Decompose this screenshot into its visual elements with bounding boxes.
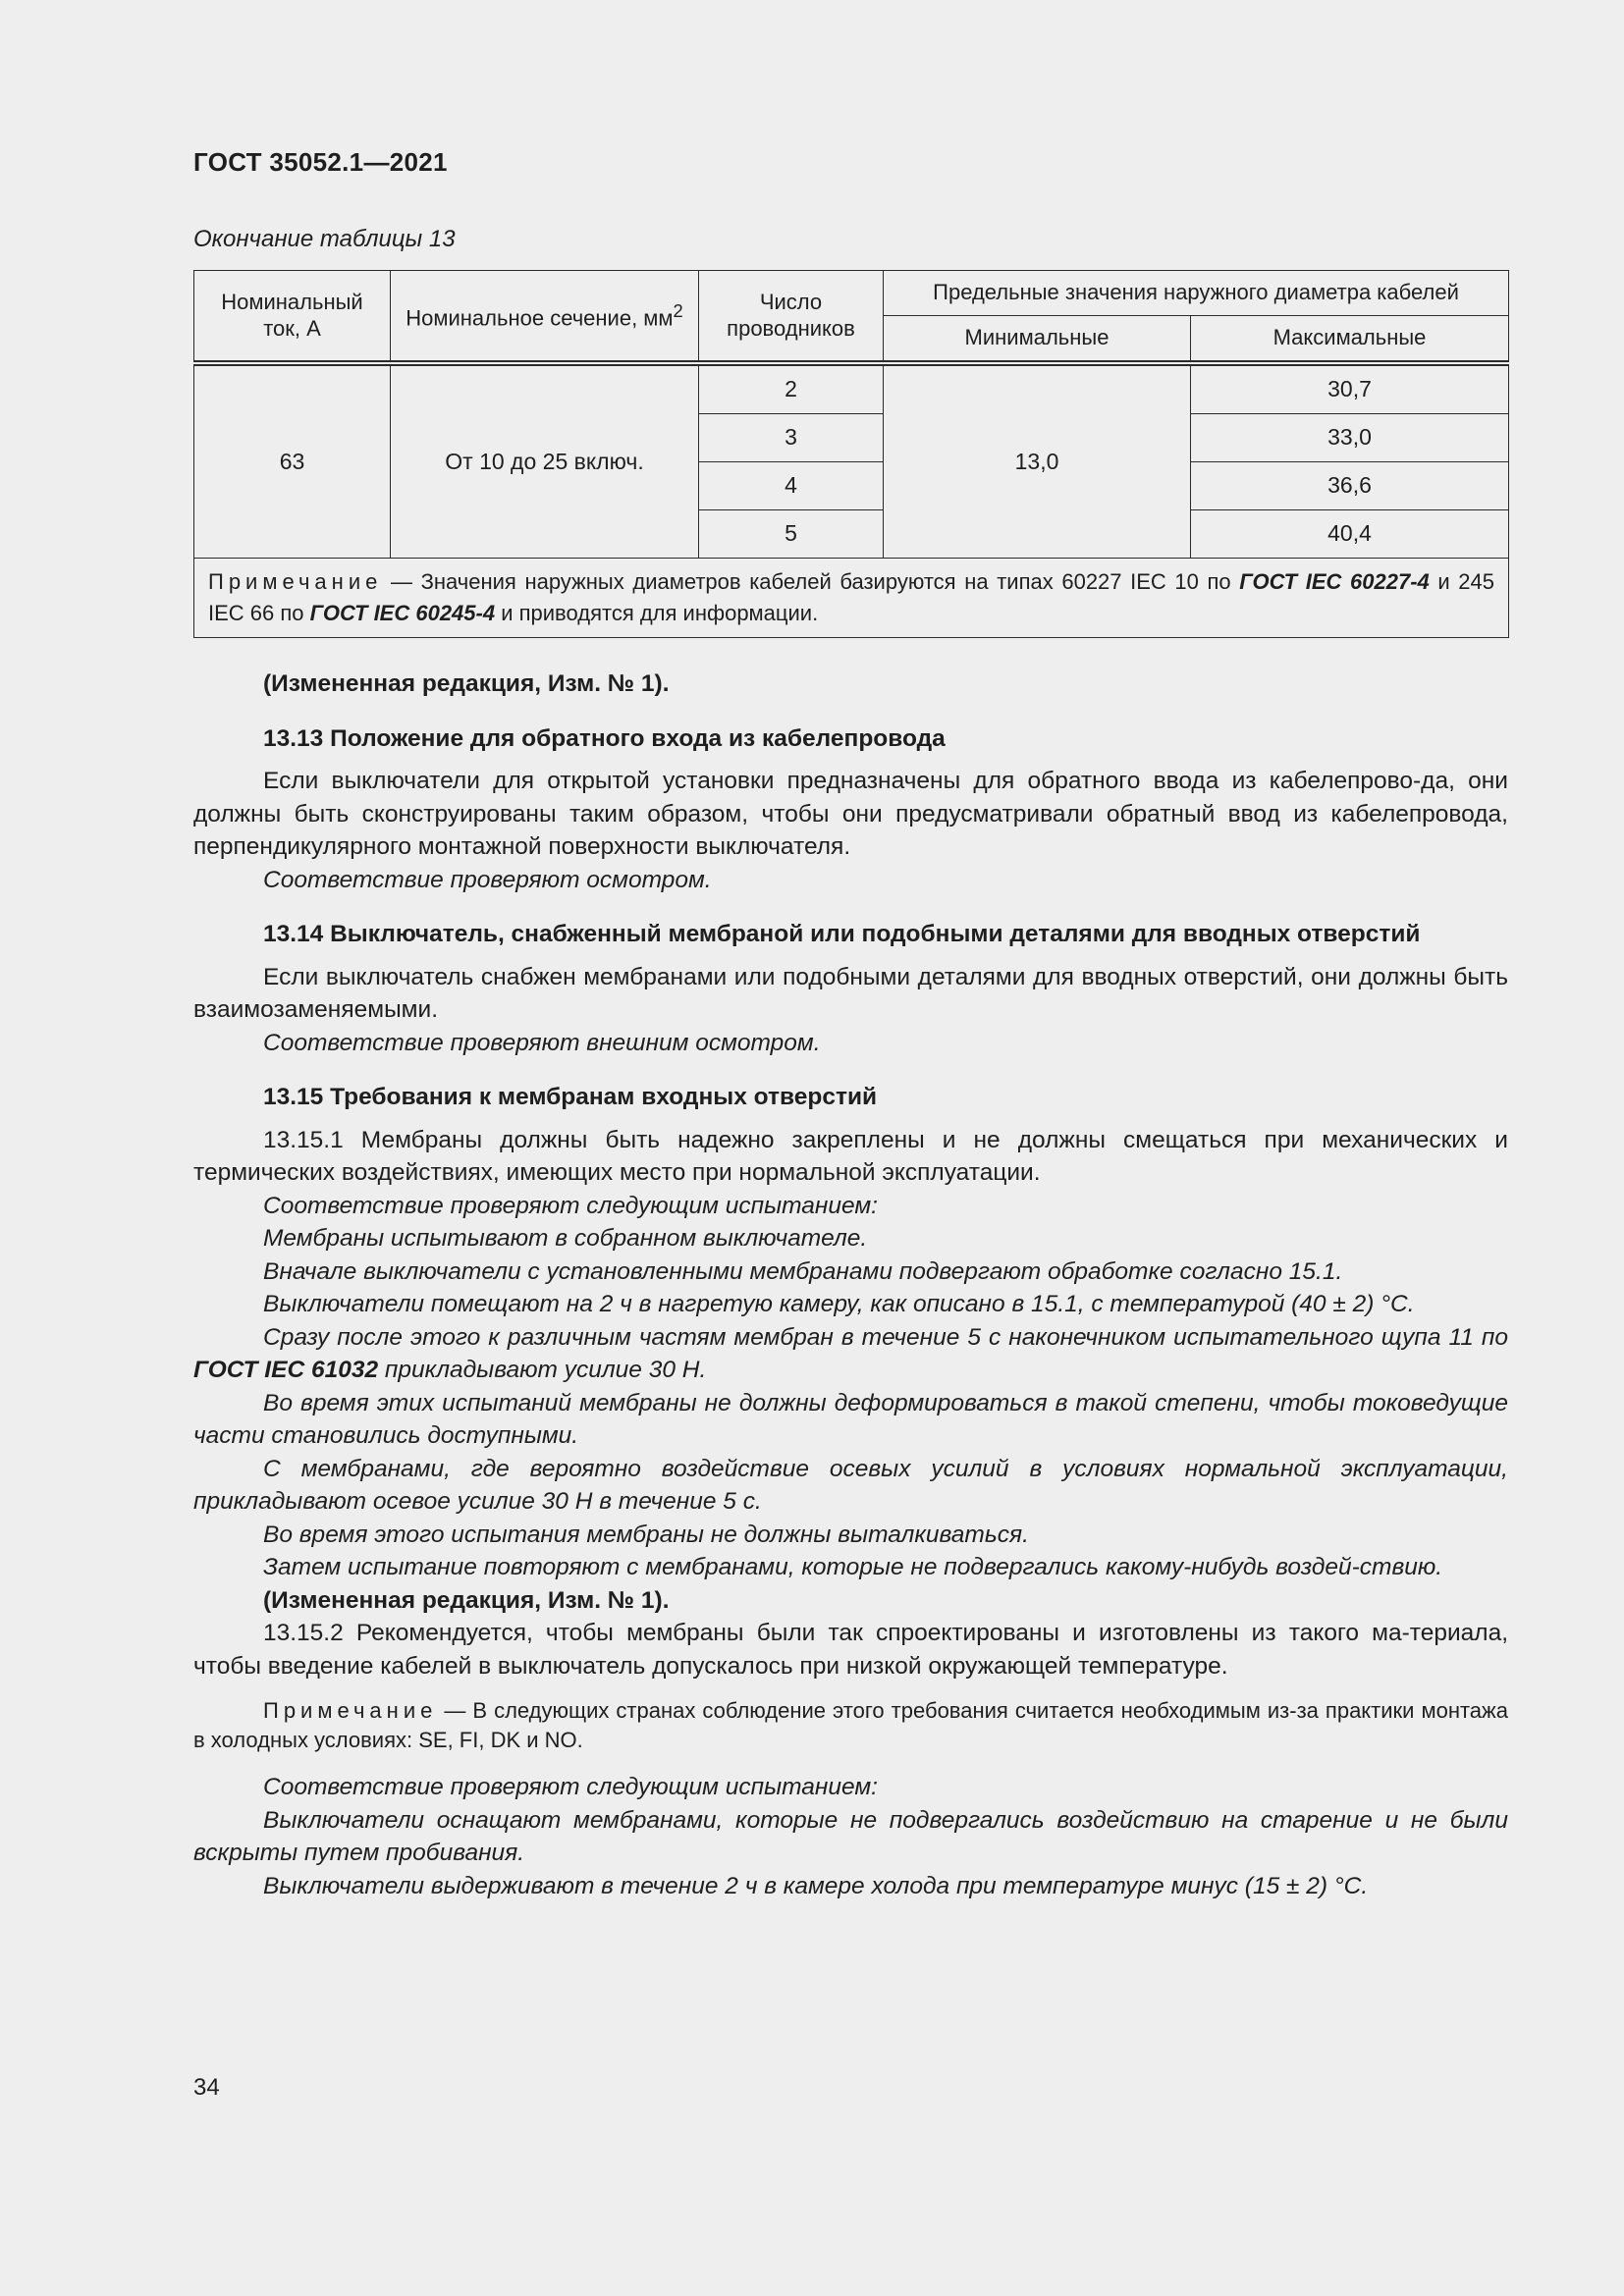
section-heading: 13.13 Положение для обратного входа из кабелепровода: [263, 724, 946, 752]
paragraph: Если выключатели для открытой установки предназначены для обратного ввода из кабелепрово-да, они должны быть сконструированы таким образом, чтобы они предусматривали обратный ввод из кабелепровода, перпендикулярного монтажной поверхности выключателя.: [193, 768, 1508, 860]
header-min: Минимальные: [884, 316, 1191, 364]
test-text: С мембранами, где вероятно воздействие осевых усилий в условиях нормальной эксплуатации, прикладывают осевое усилие 30 Н в течение 5 с.: [193, 1455, 1508, 1515]
header-conductors: Число проводников: [699, 271, 884, 364]
amendment-note: (Измененная редакция, Изм. № 1).: [263, 670, 670, 697]
test-text: Вначале выключатели с установленными мембранами подвергают обработке согласно 15.1.: [263, 1257, 1343, 1285]
test-text: Выключатели выдерживают в течение 2 ч в камере холода при температуре минус (15 ± 2) °С.: [263, 1872, 1369, 1899]
cell-current: 63: [194, 363, 391, 559]
paragraph: 13.15.1 Мембраны должны быть надежно закреплены и не должны смещаться при механических и термических воздействиях, имеющих место при нормальной эксплуатации.: [193, 1126, 1508, 1186]
table-note: Примечание — Значения наружных диаметров кабелей базируются на типах 60227 IEC 10 по ГОСТ IEC 60227-4 и 245 IEC 66 по ГОСТ IEC 60245-4 и приводятся для информации.: [194, 559, 1509, 638]
document-body: [193, 667, 1508, 1902]
header-section: Номинальное сечение, $мм^2$: [391, 271, 699, 364]
ref-gost-60227: ГОСТ IEC 60227-4: [1239, 569, 1430, 594]
table-caption: Окончание таблицы 13: [193, 226, 456, 252]
ref-gost-61032: ГОСТ IEC 61032: [193, 1357, 379, 1383]
cell-max: 36,6: [1191, 462, 1509, 510]
compliance-text: Соответствие проверяют внешним осмотром.: [263, 1029, 821, 1056]
test-text: Во время этого испытания мембраны не должны выталкиваться.: [263, 1521, 1029, 1548]
amendment-note: (Измененная редакция, Изм. № 1).: [263, 1586, 670, 1614]
paragraph: 13.15.2 Рекомендуется, чтобы мембраны были так спроектированы и изготовлены из такого ма-териала, чтобы введение кабелей в выключатель допускалось при низкой окружающей температуре.: [193, 1620, 1508, 1680]
page-number: 34: [193, 2074, 220, 2101]
cell-max: 40,4: [1191, 510, 1509, 559]
section-heading: 13.14 Выключатель, снабженный мембраной или подобными деталями для вводных отверстий: [263, 921, 1421, 947]
cell-conductors: 4: [699, 462, 884, 510]
cell-conductors: 3: [699, 414, 884, 462]
table-13: [193, 270, 1509, 638]
cell-conductors: 5: [699, 510, 884, 559]
document-header: ГОСТ 35052.1—2021: [193, 147, 448, 177]
cell-max: 33,0: [1191, 414, 1509, 462]
test-text: Мембраны испытывают в собранном выключателе.: [263, 1225, 868, 1252]
paragraph: Если выключатель снабжен мембранами или подобными деталями для вводных отверстий, они должны быть взаимозаменяемыми.: [193, 963, 1508, 1023]
test-text: Сразу после этого к различным частям мембран в течение 5 с наконечником испытательного щупа 11 по ГОСТ IEC 61032 прикладывают усилие 30 Н.: [193, 1323, 1508, 1383]
cell-max: 30,7: [1191, 363, 1509, 414]
test-text: Во время этих испытаний мембраны не должны деформироваться в такой степени, чтобы токоведущие части становились доступными.: [193, 1389, 1508, 1449]
test-text: Затем испытание повторяют с мембранами, которые не подвергались какому-нибудь воздей-ствию.: [263, 1554, 1443, 1580]
note-label: Примечание: [208, 569, 383, 594]
test-text: Выключатели помещают на 2 ч в нагретую камеру, как описано в 15.1, с температурой (40 ± 2) °С.: [263, 1291, 1415, 1317]
compliance-text: Соответствие проверяют осмотром.: [263, 866, 712, 893]
test-text: Соответствие проверяют следующим испытанием:: [263, 1192, 878, 1219]
note-label: Примечание: [263, 1698, 438, 1723]
note-paragraph: Примечание — В следующих странах соблюдение этого требования считается необходимым из-за практики монтажа в холодных условиях: SE, FI, DK и NO.: [193, 1698, 1508, 1752]
cell-min: 13,0: [884, 363, 1191, 559]
ref-gost-60245: ГОСТ IEC 60245-4: [309, 600, 496, 625]
header-max: Максимальные: [1191, 316, 1509, 364]
test-text: Выключатели оснащают мембранами, которые не подвергались воздействию на старение и не были вскрыты путем пробивания.: [193, 1806, 1508, 1866]
section-heading: 13.15 Требования к мембранам входных отверстий: [263, 1084, 878, 1110]
test-text: Соответствие проверяют следующим испытанием:: [263, 1774, 878, 1800]
cell-conductors: 2: [699, 363, 884, 414]
header-diameter-group: Предельные значения наружного диаметра кабелей: [884, 271, 1509, 316]
header-current: Номинальный ток, А: [194, 271, 391, 364]
cell-section: От 10 до 25 включ.: [391, 363, 699, 559]
